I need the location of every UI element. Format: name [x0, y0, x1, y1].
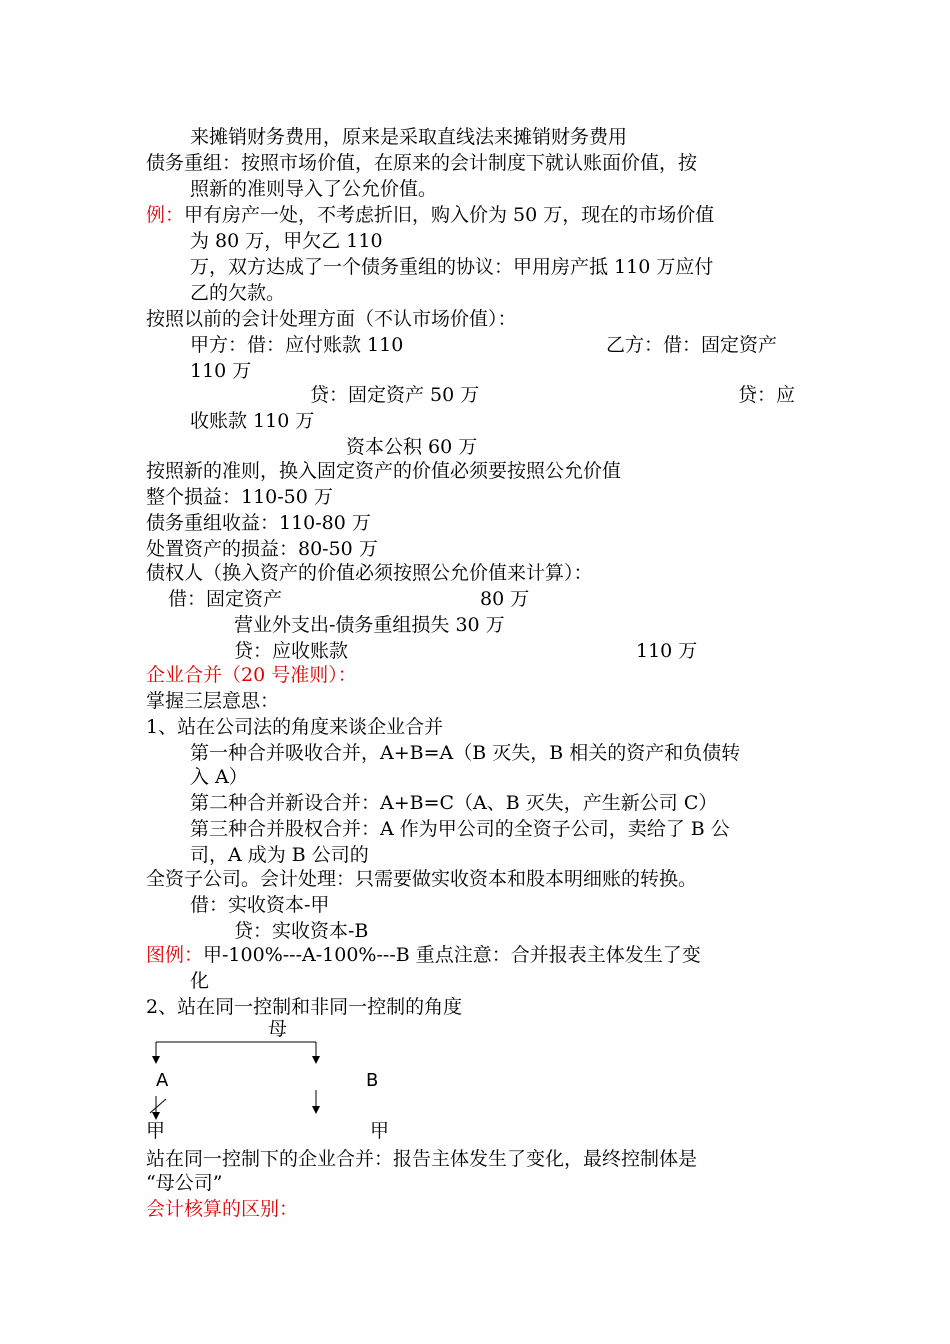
text-line: 甲-100%---A-100%---B 重点注意：合并报表主体发生了变 [203, 944, 701, 966]
journal-entry: 借：固定资产 [168, 588, 283, 610]
text-line: 债务重组：按照市场价值，在原来的会计制度下就认账面价值，按 [146, 152, 698, 174]
example-line [146, 202, 714, 228]
text-line: 债权人（换入资产的价值必须按照公允价值来计算）： [146, 562, 593, 584]
node-a: A [156, 1070, 169, 1091]
journal-entry: 资本公积 60 万 [346, 436, 478, 458]
arrow-down-icon [312, 1106, 320, 1114]
text-line: 照新的准则导入了公允价值。 [190, 178, 438, 200]
text-line: 按照新的准则，换入固定资产的价值必须要按照公允价值 [146, 460, 622, 482]
journal-entry: 110 万 [636, 640, 698, 662]
text-line: 站在同一控制下的企业合并：报告主体发生了变化，最终控制体是 [146, 1148, 698, 1170]
text-line: 全资子公司。会计处理：只需要做实收资本和股本明细账的转换。 [146, 868, 698, 890]
text-line: 第一种合并吸收合并，A+B=A（B 灭失，B 相关的资产和负债转 [190, 742, 741, 764]
node-jia-left: 甲 [146, 1120, 166, 1142]
text-line: 为 80 万，甲欠乙 110 [190, 230, 383, 252]
text-line: 1、站在公司法的角度来谈企业合并 [146, 716, 444, 738]
text-line: 第三种合并股权合并：A 作为甲公司的全资子公司，卖给了 B 公 [190, 818, 730, 840]
node-mother: 母 [268, 1018, 288, 1040]
text-line: 第二种合并新设合并：A+B=C（A、B 灭失，产生新公司 C） [190, 792, 718, 814]
example-label: 例： [146, 204, 185, 226]
section-heading: 会计核算的区别： [146, 1198, 299, 1220]
journal-entry: 营业外支出-债务重组损失 30 万 [234, 614, 505, 636]
text-line: 化 [190, 970, 210, 992]
text-line: 整个损益：110-50 万 [146, 486, 333, 508]
arrow-down-icon [312, 1056, 320, 1064]
journal-entry: 甲方：借：应付账款 110 [190, 334, 404, 356]
node-b: B [366, 1070, 379, 1091]
ownership-diagram [140, 1020, 540, 1150]
text-line: 司，A 成为 B 公司的 [190, 844, 369, 866]
journal-entry: 借：实收资本-甲 [190, 894, 330, 916]
journal-entry: 贷：应 [738, 384, 796, 406]
journal-entry: 80 万 [480, 588, 530, 610]
text-line: 入 A） [190, 766, 248, 788]
text-line: 掌握三层意思： [146, 690, 280, 712]
journal-entry: 乙方：借：固定资产 [606, 334, 778, 356]
journal-entry: 贷：固定资产 50 万 [310, 384, 480, 406]
text-line: 来摊销财务费用，原来是采取直线法来摊销财务费用 [190, 126, 628, 148]
text-line: 乙的欠款。 [190, 282, 286, 304]
node-jia-right: 甲 [370, 1120, 390, 1142]
text-line: “母公司” [146, 1172, 223, 1194]
journal-entry: 贷：应收账款 [234, 640, 349, 662]
text-line: 债务重组收益：110-80 万 [146, 512, 371, 534]
text-line: 处置资产的损益：80-50 万 [146, 538, 378, 560]
text-line: 按照以前的会计处理方面（不认市场价值）： [146, 308, 517, 330]
legend-line [146, 942, 701, 968]
diagram-lines [140, 1020, 540, 1150]
text-line: 万，双方达成了一个债务重组的协议：甲用房产抵 110 万应付 [190, 256, 714, 278]
section-heading: 企业合并（20 号准则）： [146, 664, 357, 686]
text-line: 甲有房产一处，不考虑折旧，购入价为 50 万，现在的市场价值 [184, 204, 715, 226]
legend-label: 图例： [146, 944, 204, 966]
journal-entry: 收账款 110 万 [190, 410, 315, 432]
cut-mark [150, 1099, 166, 1113]
journal-entry: 110 万 [190, 360, 252, 382]
text-line: 2、站在同一控制和非同一控制的角度 [146, 996, 463, 1018]
journal-entry: 贷：实收资本-B [234, 920, 369, 942]
arrow-down-icon [152, 1056, 160, 1064]
